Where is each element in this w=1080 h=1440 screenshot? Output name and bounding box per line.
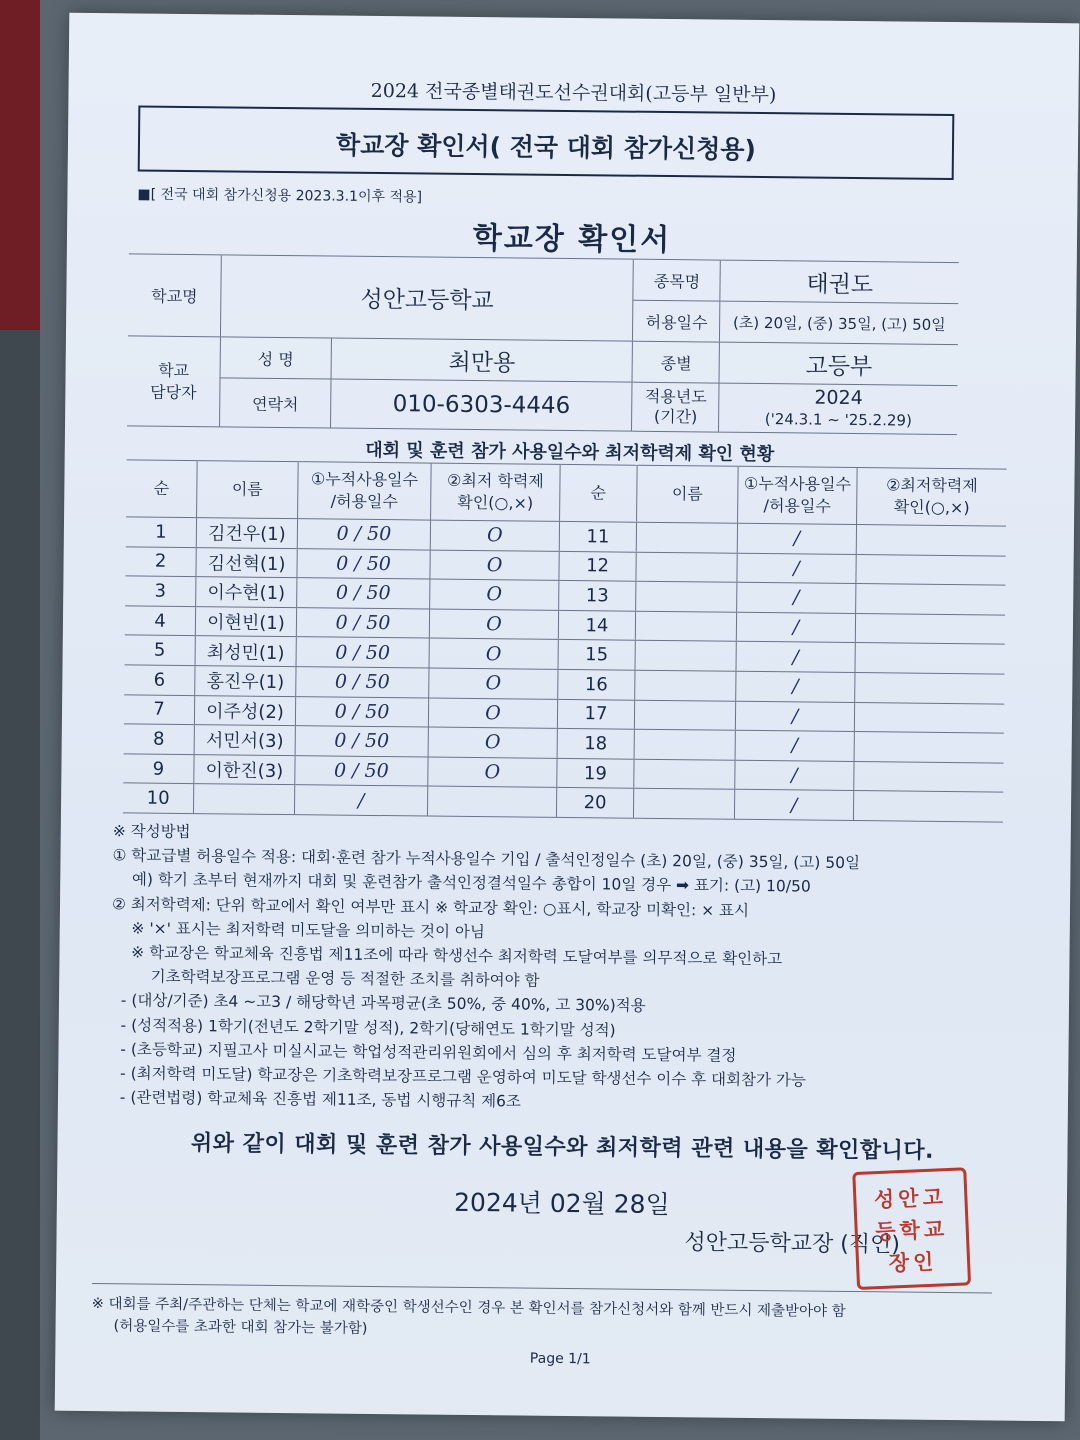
phone-value: 010-6303-4446 [331,379,633,431]
footnote-line-2: (허용일수를 초과한 대회 참가는 불가함) [113,1318,368,1337]
row-name [635,611,736,642]
school-value: 성안고등학교 [220,255,633,341]
official-seal-stamp [852,1167,971,1290]
row-no: 2 [125,546,196,576]
col-min-right [857,468,1007,527]
instruction-line: 예) 학기 초부터 현재까지 대회 및 훈련참가 출석인정결석일수 총합이 10일 경우 ➡ 표기: (고) 10/50 [112,870,811,896]
event-label: 종목명 [633,259,720,301]
box-title: 학교장 확인서( 전국 대회 참가신청용) [335,130,757,164]
row-no: 7 [124,694,195,724]
col-days [298,462,432,520]
row-name: 이현빈(1) [195,606,296,637]
contact-person-label-2: 담당자 [150,382,197,402]
row-days: / [736,612,855,643]
row-no: 3 [125,576,196,606]
row-check: O [430,579,559,610]
row-days: / [736,671,855,702]
row-name [636,522,737,553]
row-name [633,789,734,820]
year-cell [719,383,958,434]
period-value: ('24.3.1 ~ '25.2.29) [764,410,912,430]
section-title: 대회 및 훈련 참가 사용일수와 최저학력제 확인 현황 [365,439,775,466]
top-note: ■[ 전국 대회 참가신청용 2023.3.1이후 적용] [137,186,423,206]
col-min-right-2: 확인(○,×) [893,497,970,518]
col-no-right: 순 [560,464,638,522]
row-name: 이한진(3) [194,754,295,785]
row-name: 김건우(1) [196,518,297,549]
instructions [110,819,1013,1119]
row-days: 0 / 50 [295,755,428,786]
allow-label: 허용일수 [633,300,720,342]
row-days: 0 / 50 [295,726,428,757]
instruction-line: - (최저학력 미도달) 학교장은 기초학력보장프로그램 운영하여 미도달 학생선수 이수 후 대회참가 가능 [110,1064,806,1090]
row-check [855,643,1005,674]
category-value: 고등부 [719,342,957,385]
row-days: 0 / 50 [296,667,429,698]
issue-date: 2024년 02월 28일 [453,1187,670,1220]
background-red-edge [0,0,40,330]
background-dark-surface [0,330,40,1440]
row-name: 서민서(3) [194,725,295,756]
row-no: 16 [558,669,635,699]
name-label: 성 명 [220,337,331,379]
col-no: 순 [126,460,197,518]
seal-line-3: 장인 [888,1249,938,1276]
row-check: O [430,520,559,551]
row-check: O [429,609,558,640]
row-name: 이주성(2) [194,695,295,726]
row-check: O [428,727,557,758]
row-check [854,702,1004,733]
instruction-line: ※ 학교장은 학교체육 진흥법 제11조에 따라 학생선수 최저학력 도달여부를 의무적으로 확인하고 [111,943,783,969]
instruction-line: 기초학력보장프로그램 운영 등 적절한 조치를 취하여야 함 [111,967,540,990]
info-grid [127,253,959,435]
instruction-line: - (성적적용) 1학기(전년도 2학기말 성적), 2학기(당해연도 1학기말 성적) [110,1015,616,1040]
row-check [856,554,1006,585]
row-days: / [735,730,854,761]
instruction-line: ② 최저학력제: 단위 학교에서 확인 여부만 표시 ※ 학교장 확인: ○표시, 학교장 미확인: × 표시 [111,894,750,920]
row-no: 6 [124,665,195,695]
row-no: 10 [123,783,194,813]
row-days: 0 / 50 [297,519,430,550]
row-days: 0 / 50 [296,637,429,668]
row-no: 5 [125,635,196,665]
row-check: O [429,668,558,699]
row-days: 0 / 50 [296,607,429,638]
event-value: 태권도 [720,260,958,303]
competition-title: 2024 전국종별태권도선수권대회(고등부 일반부) [370,79,777,107]
confirm-statement: 위와 같이 대회 및 훈련 참가 사용일수와 최저학력 관련 내용을 확인합니다. [190,1131,935,1164]
row-no: 11 [559,521,636,551]
name-value: 최만용 [331,338,633,382]
row-days: / [737,553,856,584]
row-name: 김선혁(1) [196,547,297,578]
seal-line-1: 성안고 [873,1185,948,1213]
instruction-line: - (대상/기준) 초4 ~고3 / 해당학년 과목평균(초 50%, 중 40%, 고 30%)적용 [110,991,646,1016]
col-days-right [738,466,858,524]
row-no: 17 [557,699,634,729]
instruction-line: ※ '×' 표시는 최저학력 미도달을 의미하는 것이 아님 [111,919,486,941]
principal-signature: 성안고등학교장 (직인) [684,1230,901,1258]
row-days: / [736,642,855,673]
row-days: / [737,582,856,613]
row-check [854,761,1004,792]
row-check [855,613,1005,644]
row-no: 9 [123,754,194,784]
row-no: 18 [557,729,634,759]
row-check: O [428,698,557,729]
row-name [636,581,737,612]
row-days: / [737,523,856,554]
year-label-2: (기간) [653,406,698,427]
contact-person-label [127,336,220,427]
seal-line-2: 등학교 [874,1217,949,1245]
row-check [427,786,556,817]
col-min-right-1: ②최저학력제 [886,475,978,496]
instruction-line: - (관련법령) 학교체육 진흥법 제11조, 동법 시행규칙 제6조 [109,1088,522,1111]
row-name [634,700,735,731]
document-page [55,13,1080,1421]
row-name [193,784,294,815]
page-number: Page 1/1 [529,1350,591,1368]
col-min [431,463,561,521]
table-header-row [126,460,1007,526]
contact-person-label-1: 학교 [158,360,190,380]
col-days-1: ①누적사용일수 [310,469,419,490]
col-days-right-2: /허용일수 [763,496,831,516]
year-label [632,382,720,432]
row-check [853,791,1003,822]
row-name: 이수현(1) [196,577,297,608]
row-days: / [734,790,853,821]
row-days: / [294,785,427,816]
col-days-right-1: ①누적사용일수 [743,473,852,494]
form-title: 학교장 확인서 [472,220,672,259]
allow-value: (초) 20일, (중) 35일, (고) 50일 [720,301,958,344]
row-name [635,641,736,672]
row-no: 4 [125,606,196,636]
row-no: 12 [559,551,636,581]
col-min-2: 확인(○,×) [457,492,534,513]
row-check [856,525,1006,556]
row-name [634,759,735,790]
row-name: 홍진우(1) [195,666,296,697]
footnote-line-1: ※ 대회를 주최/주관하는 단체는 학교에 재학중인 학생선수인 경우 본 확인서를 참가신청서와 함께 반드시 제출받아야 함 [91,1296,846,1320]
row-name: 최성민(1) [195,636,296,667]
instruction-line: ※ 작성방법 [112,822,191,842]
category-label: 종별 [632,341,719,383]
phone-label: 연락처 [220,378,332,428]
row-days: 0 / 50 [295,696,428,727]
row-name [634,729,735,760]
row-days: 0 / 50 [297,578,430,609]
row-check: O [430,550,559,581]
row-days: / [735,760,854,791]
row-days: 0 / 50 [297,548,430,579]
row-no: 19 [557,758,634,788]
row-days: / [735,701,854,732]
row-no: 15 [558,640,635,670]
row-check: O [428,757,557,788]
col-min-1: ②최저 학력제 [447,470,544,491]
instruction-line: - (초등학교) 지필고사 미실시교는 학업성적관리위원회에서 심의 후 최저학력 도달여부 결정 [110,1040,737,1065]
title-box [138,105,955,180]
row-name [636,552,737,583]
row-check [855,672,1005,703]
row-check: O [429,638,558,669]
row-name [635,670,736,701]
row-no: 20 [556,788,633,818]
col-name: 이름 [197,461,299,519]
col-name-right: 이름 [637,465,739,523]
row-check [854,732,1004,763]
row-no: 1 [126,517,197,547]
col-days-2: /허용일수 [330,491,398,512]
row-no: 8 [124,724,195,754]
row-no: 13 [559,581,636,611]
year-label-1: 적용년도 [644,386,707,407]
footnote [91,1293,845,1345]
instruction-line: ① 학교급별 허용일수 적용: 대회·훈련 참가 누적사용일수 기입 / 출석인정일수 (초) 20일, (중) 35일, (고) 50일 [112,846,861,873]
row-check [856,584,1006,615]
year-value: 2024 [814,386,863,410]
usage-table [123,459,1007,822]
row-no: 14 [558,610,635,640]
table-body [123,517,1006,822]
school-label: 학교명 [128,254,221,337]
